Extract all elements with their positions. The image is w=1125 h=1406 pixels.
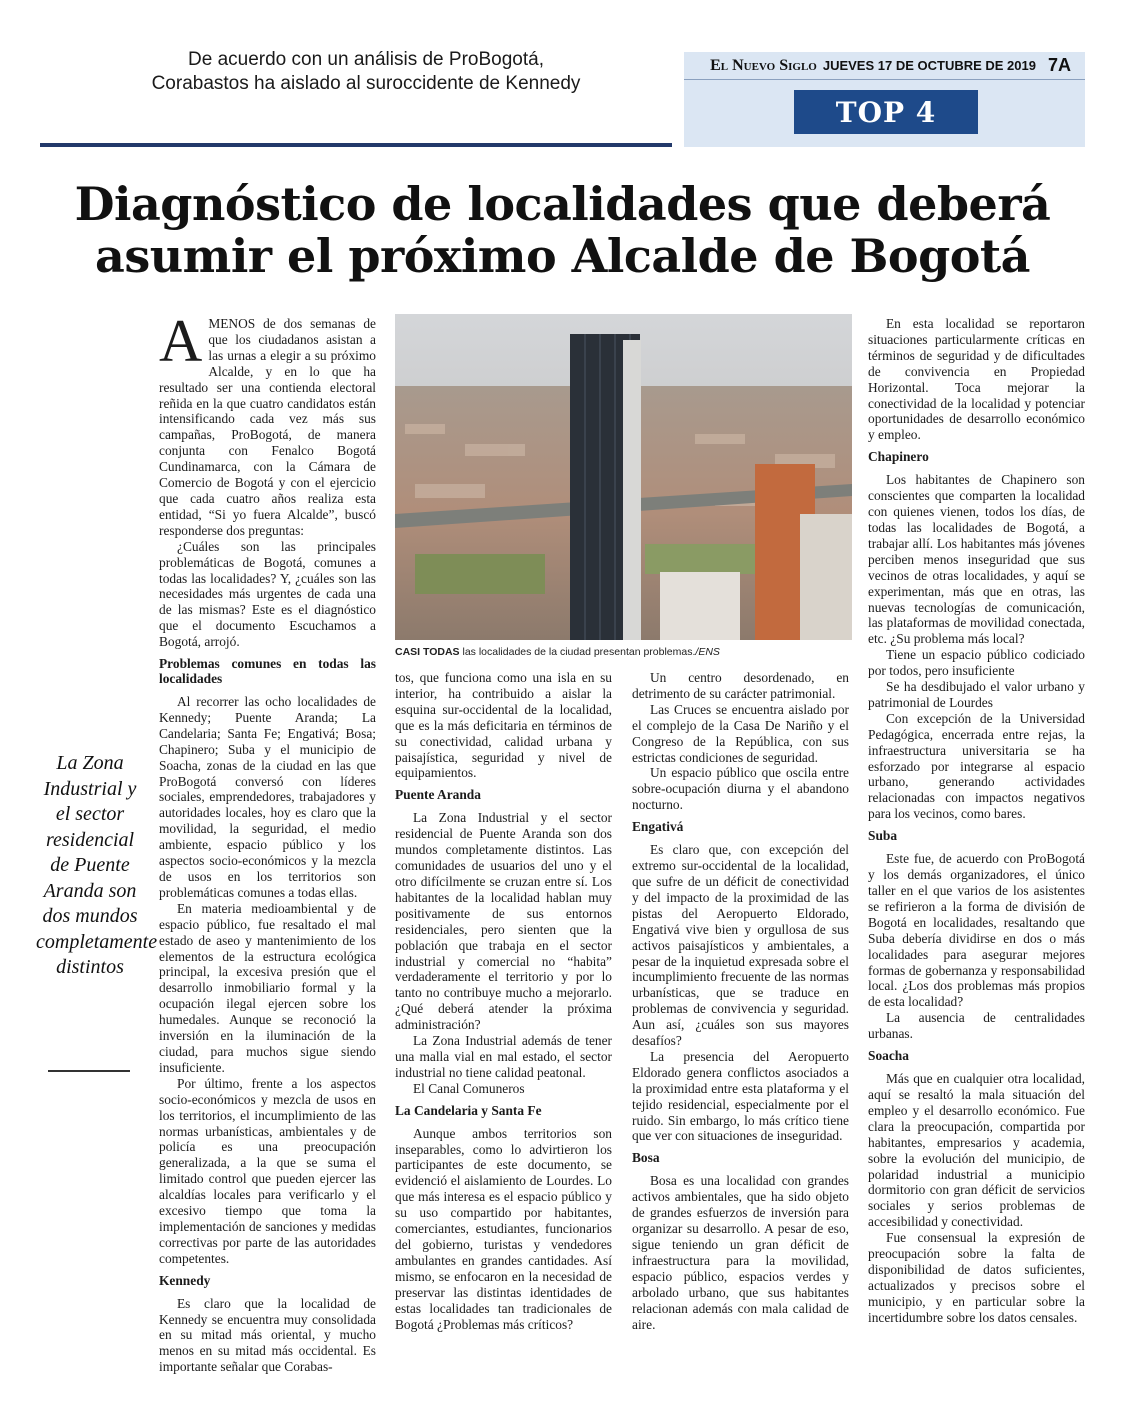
photo-caption xyxy=(395,646,852,659)
paragraph: En materia medioambiental y de espacio público, fue resaltado el mal estado de aseo y mantenimiento de los elementos de la estructura ecológica principal, la excesiva presión que el desarrollo inmobiliario formal y la ocupación ilegal ejercen sobre los humedales. Aunque se reconoció la inversión en la iluminación de la ciudad, para muchos sigue siendo insuficiente. xyxy=(159,900,376,1075)
paragraph: Bosa es una localidad con grandes activos ambientales, que ha sido objeto de grandes esfuerzos de inversión para organizar su desarrollo. A pesar de eso, sigue teniendo un gran déficit de infraestructura para la movilidad, espacio público, espacios verdes y arbolado urbano, que sus habitantes relacionan además con mala calidad de aire. xyxy=(632,1173,849,1332)
paragraph: Se ha desdibujado el valor urbano y patrimonial de Lourdes xyxy=(868,679,1085,710)
paragraph: Al recorrer las ocho localidades de Kennedy; Puente Aranda; La Candelaria; Santa Fe; Engativá; Bosa; Chapinero; Suba y el municipio de Soacha, zonas de la ciudad en las que ProBogotá conversó con líderes sociales, emprendedores, trabajadores y autoridades locales, hoy es claro que la movilidad, la seguridad, el medio ambiente, espacio público y los aspectos socio-económicos y la mezcla de usos en los territorios son problemáticas comunes a todas ellas. xyxy=(159,694,376,900)
headline: Diagnóstico de localidades que deberá asumir el próximo Alcalde de Bogotá xyxy=(74,177,1051,283)
paragraph: Un centro desordenado, en detrimento de su carácter patrimonial. xyxy=(632,670,849,701)
page-number: 7A xyxy=(1047,55,1071,75)
paragraph: El Canal Comuneros xyxy=(413,1080,525,1096)
city-skyline-photo xyxy=(395,314,852,640)
caption-lead: CASI TODAS xyxy=(395,646,460,658)
paragraph: Los habitantes de Chapinero son conscientes que comparten la localidad con quienes vienen, todos los días, de todas las localidades de Bogotá, a trabajar allí. Los habitantes más jóvenes perciben menos inseguridad que sus vecinos de otras localidades, y aquí se experimentan, más que en otras, las nuevas tecnologías de comunicación, las plataformas de movilidad conectada, etc. ¿Su problema más local? xyxy=(868,472,1085,647)
paragraph: Por último, frente a los aspectos socio-económicos y mezcla de usos en los territorios, el incumplimiento de las normas urbanísticas, ambientales y de policía es una preocupación generalizada, a la que se suma el limitado control que pueden ejercer las alcaldías locales para verificarlo y el excesivo tiempo que toma la implementación de sanciones y medidas correctivas por parte de las autoridades competentes. xyxy=(159,1075,376,1266)
section-badge: TOP 4 xyxy=(794,90,978,134)
teaser-text: De acuerdo con un análisis de ProBogotá, Corabastos ha aislado al suroccidente de Kennedy xyxy=(151,49,581,94)
paragraph: Las Cruces se encuentra aislado por el complejo de la Casa De Nariño y el Congreso de la República, con sus estrictas condiciones de seguridad. xyxy=(632,701,849,765)
subhead: Engativá xyxy=(632,819,684,835)
masthead: El Nuevo Siglo xyxy=(710,56,817,74)
subhead: Chapinero xyxy=(868,449,929,465)
paragraph: Más que en cualquier otra localidad, aquí se resaltó la mala situación del empleo y el desarrollo económico. Fue clara la preocupación, compartida por habitantes, empresarios y academia, sobre la evolución del municipio, de polaridad industrial a municipio dormitorio con gran déficit de servicios sociales y serios problemas de accesibilidad y conectividad. xyxy=(868,1071,1085,1230)
paragraph: Tiene un espacio público codiciado por todos, pero insuficiente xyxy=(868,647,1085,679)
lead-paragraph xyxy=(159,308,376,539)
subhead: La Candelaria y Santa Fe xyxy=(395,1102,542,1118)
paragraph: Aunque ambos territorios son inseparables, como lo advirtieron los participantes de este documento, se evidenció el aislamiento de Lourdes. Lo que más interesa es el espacio público y su uso compartido por habitantes, comerciantes, estudiantes, funcionarios del gobierno, turistas y vendedores ambulantes en grandes cantidades. Así mismo, se enfocaron en la necesidad de preservar las distintas identidades de estas localidades tan tradicionales de Bogotá ¿Problemas más críticos? xyxy=(395,1125,612,1332)
subhead: Suba xyxy=(868,828,898,844)
teaser-rule xyxy=(40,143,672,147)
paragraph: En esta localidad se reportaron situaciones particularmente críticas en términos de seguridad y de dificultades de convivencia en Propiedad Horizontal. Toca mejorar la conectividad de la localidad y potenciar oportunidades de desarrollo económico y empleo. xyxy=(868,316,1085,443)
issue-date: JUEVES 17 DE OCTUBRE DE 2019 xyxy=(822,58,1036,73)
subhead: Soacha xyxy=(868,1048,909,1064)
paragraph: tos, que funciona como una isla en su interior, ha contribuido a aislar la esquina sur-occidental de la localidad, que es la más deficitaria en términos de su conectividad, calidad urbana y paisajística, seguridad y nivel de equipamientos. xyxy=(395,670,612,781)
subhead: Puente Aranda xyxy=(395,787,481,803)
article-column-2 xyxy=(395,670,612,1332)
article-column-4 xyxy=(868,316,1085,1326)
paragraph: Un espacio público que oscila entre sobre-ocupación diurna y el abandono nocturno. xyxy=(632,765,849,813)
paragraph: Es claro que la localidad de Kennedy se encuentra muy consolidada en su mitad más oriental, y mucho menos en su mitad más occidental. Es importante señalar que Corabas- xyxy=(159,1295,376,1375)
header-dateline xyxy=(684,52,1085,80)
paragraph: ¿Cuáles son las principales problemáticas de Bogotá, comunes a todas las localidades? Y, ¿cuáles son las necesidades más urgentes de cada una de las mismas? Este es el diagnóstico que el documento Escuchamos a Bogotá, arrojó. xyxy=(159,538,376,650)
paragraph: Este fue, de acuerdo con ProBogotá y los demás organizadores, el único taller en el que varios de los asistentes se refirieron a la forma de división de Bogotá en localidades, resaltando que Suba debería dividirse en dos o más localidades para asegurar mejores formas de gobernanza y responsabilidad local. ¿Los dos problemas más propios de esta localidad? xyxy=(868,851,1085,1010)
lead-text: MENOS de dos semanas de que los ciudadanos asistan a las urnas a elegir a su próximo Alcalde, y en lo que ha resultado ser una contienda electoral reñida en la que cuatro candidatos están intensificando cada vez más sus campañas, ProBogotá, de manera conjunta con Fenalco Bogotá Cundinamarca, con la Cámara de Comercio de Bogotá y con el ejercicio que cada cuatro años realiza esta entidad, “Si yo fuera Alcalde”, buscó responderse dos preguntas: xyxy=(159,316,376,538)
caption-credit: /ENS xyxy=(695,646,720,658)
paragraph: La ausencia de centralidades urbanas. xyxy=(868,1010,1085,1042)
paragraph: Es claro que, con excepción del extremo sur-occidental de la localidad, que sufre de un déficit de conectividad y del impacto de la proximidad de las pistas del Aeropuerto Eldorado, Engativá vive bien y orgullosa de sus activos paisajísticos y ambientales, a pesar de la inquietud expresada sobre el incumplimiento frecuente de las normas urbanísticas, que se traduce en problemas de convivencia y seguridad. Aun así, ¿cuáles son sus mayores desafíos? xyxy=(632,842,849,1049)
paragraph: La Zona Industrial además de tener una malla vial en mal estado, el sector industrial no tiene calidad peatonal. xyxy=(395,1033,612,1080)
article-column-3 xyxy=(632,670,849,1332)
paragraph: Fue consensual la expresión de preocupación sobre la falta de disponibilidad de datos suficientes, actualizados y precisos sobre el municipio, y en particular sobre la incertidumbre sobre los datos censales. xyxy=(868,1230,1085,1325)
drop-cap: A xyxy=(159,308,203,374)
pull-quote: La Zona Industrial y el sector residencial de Puente Aranda son dos mundos completamente distintos xyxy=(36,752,158,978)
paragraph: Con excepción de la Universidad Pedagógica, encerrada entre rejas, la infraestructura universitaria se ha esforzado por integrarse al espacio urbano, generando actividades relacionadas con impactos negativos para los vecinos, como bares. xyxy=(868,710,1085,822)
pull-quote-rule xyxy=(48,1070,130,1072)
subhead: Kennedy xyxy=(159,1272,211,1288)
paragraph: La Zona Industrial y el sector residencial de Puente Aranda son dos mundos completamente distintos. Las comunidades de usuarios del uno y el otro difícilmente se cruzan entre sí. Los habitantes de la localidad hablan muy positivamente de sus entornos residenciales, pero sienten que la población que trabaja en el sector industrial y comercial no “habita” verdaderamente el territorio y por lo tanto no contribuye mucho a mejorarlo. ¿Qué deberá atender la próxima administración? xyxy=(395,810,612,1033)
article-column-1 xyxy=(159,308,376,1375)
subhead: Bosa xyxy=(632,1150,660,1166)
photo-illustration xyxy=(395,314,852,640)
paragraph: La presencia del Aeropuerto Eldorado genera conflictos asociados a la proximidad entre esta plataforma y el tejido residencial, especialmente por el ruido. Sin embargo, lo más crítico tiene que ver con situaciones de inseguridad. xyxy=(632,1048,849,1144)
caption-text: las localidades de la ciudad presentan problemas. xyxy=(462,646,696,658)
subhead: Problemas comunes en todas las localidades xyxy=(159,656,376,687)
